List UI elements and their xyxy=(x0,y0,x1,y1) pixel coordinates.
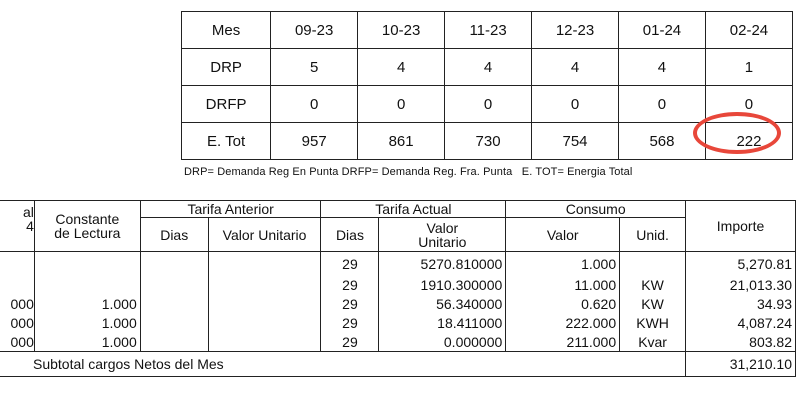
etot-label: E. Tot xyxy=(182,123,271,160)
drfp-value: 0 xyxy=(619,86,706,123)
importe-header: Importe xyxy=(686,201,796,252)
valor-unitario-cell: 56.340000 xyxy=(379,295,506,314)
valor-unitario-cell: 5270.810000 xyxy=(379,252,506,276)
tarifa-anterior-header: Tarifa Anterior xyxy=(140,201,321,218)
truncated-cell xyxy=(0,252,34,276)
dias-anterior-header: Dias xyxy=(140,218,208,252)
importe-cell: 803.82 xyxy=(686,333,796,352)
etot-value-highlighted xyxy=(705,123,792,160)
constante-header-line2: de Lectura xyxy=(54,225,121,241)
valor-unitario-line2: Unitario xyxy=(418,233,467,250)
dias-anterior-cell xyxy=(140,295,208,314)
truncated-cell: 000 xyxy=(0,333,34,352)
valor-unitario-actual-header xyxy=(379,218,506,252)
month-header: 11-23 xyxy=(445,12,532,49)
unid-cell: Kvar xyxy=(620,333,686,352)
valor-cell: 211.000 xyxy=(506,333,620,352)
unid-cell: KWH xyxy=(620,314,686,333)
valor-header: Valor xyxy=(506,218,620,252)
consumo-header: Consumo xyxy=(506,201,686,218)
billing-charges-table xyxy=(0,200,796,377)
importe-cell: 21,013.30 xyxy=(686,276,796,295)
valor-cell: 1.000 xyxy=(506,252,620,276)
constante-cell xyxy=(34,276,140,295)
drfp-row xyxy=(182,86,793,123)
truncated-cell: 000 xyxy=(0,314,34,333)
valor-unitario-line1: Valor xyxy=(426,219,459,236)
constante-header-line1: Constante xyxy=(55,211,120,227)
subtotal-label: Subtotal cargos Netos del Mes xyxy=(0,352,686,377)
table-row xyxy=(0,295,796,314)
abbreviation-legend: DRP= Demanda Reg En Punta DRFP= Demanda Reg. Fra. Punta E. TOT= Energia Total xyxy=(184,166,633,178)
subtotal-value: 31,210.10 xyxy=(686,352,796,377)
etot-value: 568 xyxy=(619,123,706,160)
highlight-wrapper xyxy=(736,133,761,150)
truncated-header xyxy=(0,201,34,252)
importe-cell: 5,270.81 xyxy=(686,252,796,276)
drp-value: 4 xyxy=(532,49,619,86)
constante-cell: 1.000 xyxy=(34,314,140,333)
etot-latest-value: 222 xyxy=(736,132,762,150)
month-header: 01-24 xyxy=(619,12,706,49)
valor-unitario-anterior-cell xyxy=(208,295,321,314)
valor-unitario-anterior-cell xyxy=(208,276,321,295)
etot-value: 861 xyxy=(358,123,445,160)
drp-row xyxy=(182,49,793,86)
dias-cell: 29 xyxy=(321,252,379,276)
constante-cell: 1.000 xyxy=(34,295,140,314)
top-table-header-row xyxy=(182,12,793,49)
unid-cell: KW xyxy=(620,276,686,295)
month-header: 02-24 xyxy=(705,12,792,49)
valor-unitario-cell: 18.411000 xyxy=(379,314,506,333)
month-header: 10-23 xyxy=(358,12,445,49)
table-row xyxy=(0,276,796,295)
dias-anterior-cell xyxy=(140,314,208,333)
valor-unitario-anterior-cell xyxy=(208,333,321,352)
tarifa-actual-header: Tarifa Actual xyxy=(321,201,506,218)
mes-header: Mes xyxy=(182,12,271,49)
valor-cell: 11.000 xyxy=(506,276,620,295)
drp-value: 4 xyxy=(445,49,532,86)
drp-value: 5 xyxy=(271,49,358,86)
dias-anterior-cell xyxy=(140,333,208,352)
drp-value: 4 xyxy=(619,49,706,86)
table-row xyxy=(0,314,796,333)
constante-header xyxy=(34,201,140,252)
subtotal-row xyxy=(0,352,796,377)
table-row xyxy=(0,333,796,352)
constante-cell xyxy=(34,252,140,276)
dias-cell: 29 xyxy=(321,314,379,333)
importe-cell: 4,087.24 xyxy=(686,314,796,333)
unid-cell: KW xyxy=(620,295,686,314)
dias-cell: 29 xyxy=(321,295,379,314)
valor-unitario-anterior-cell xyxy=(208,252,321,276)
truncated-header-bottom: 4 xyxy=(26,218,34,234)
truncated-cell: 000 xyxy=(0,295,34,314)
truncated-cell xyxy=(0,276,34,295)
drp-value: 1 xyxy=(705,49,792,86)
dias-anterior-cell xyxy=(140,252,208,276)
valor-unitario-cell: 1910.300000 xyxy=(379,276,506,295)
monthly-demand-table xyxy=(181,11,793,160)
dias-cell: 29 xyxy=(321,276,379,295)
valor-cell: 222.000 xyxy=(506,314,620,333)
dias-anterior-cell xyxy=(140,276,208,295)
etot-value: 730 xyxy=(445,123,532,160)
drp-value: 4 xyxy=(358,49,445,86)
drfp-value: 0 xyxy=(705,86,792,123)
drfp-value: 0 xyxy=(532,86,619,123)
valor-unitario-anterior-header: Valor Unitario xyxy=(208,218,321,252)
valor-unitario-cell: 0.000000 xyxy=(379,333,506,352)
drfp-label: DRFP xyxy=(182,86,271,123)
valor-unitario-anterior-cell xyxy=(208,314,321,333)
drfp-value: 0 xyxy=(445,86,532,123)
drp-label: DRP xyxy=(182,49,271,86)
dias-actual-header: Dias xyxy=(321,218,379,252)
unid-header: Unid. xyxy=(620,218,686,252)
month-header: 12-23 xyxy=(532,12,619,49)
table-row xyxy=(0,252,796,276)
dias-cell: 29 xyxy=(321,333,379,352)
header-row-1 xyxy=(0,201,796,218)
drfp-value: 0 xyxy=(271,86,358,123)
truncated-header-top: al xyxy=(22,204,34,220)
drfp-value: 0 xyxy=(358,86,445,123)
etot-value: 957 xyxy=(271,123,358,160)
valor-cell: 0.620 xyxy=(506,295,620,314)
unid-cell xyxy=(620,252,686,276)
constante-cell: 1.000 xyxy=(34,333,140,352)
month-header: 09-23 xyxy=(271,12,358,49)
etot-value: 754 xyxy=(532,123,619,160)
etot-row xyxy=(182,123,793,160)
importe-cell: 34.93 xyxy=(686,295,796,314)
